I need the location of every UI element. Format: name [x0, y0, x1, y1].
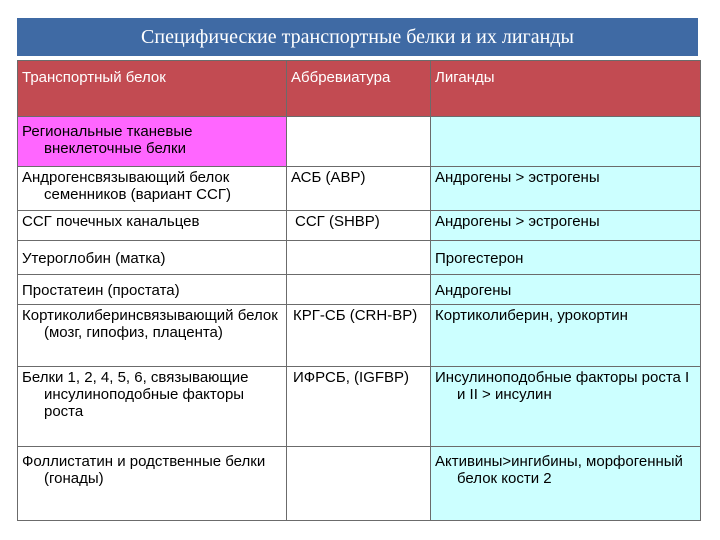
protein-cell: Белки 1, 2, 4, 5, 6, связывающие инсулиноподобные факторы роста: [18, 367, 287, 447]
protein-cell: Кортиколиберинсвязывающий белок (мозг, гипофиз, плацента): [18, 305, 287, 367]
abbr-cell: [287, 117, 431, 167]
ligands-cell: Андрогены > эстрогены: [431, 167, 701, 211]
table-header-row: [18, 61, 701, 117]
ligands-cell: Активины>ингибины, морфогенный белок кости 2: [431, 447, 701, 521]
abbr-cell: [287, 275, 431, 305]
protein-cell: Фоллистатин и родственные белки (гонады): [18, 447, 287, 521]
table-row: [18, 117, 701, 167]
abbr-cell: ССГ (SHBP): [287, 211, 431, 241]
table-row: [18, 305, 701, 367]
table-row: [18, 241, 701, 275]
ligands-cell: Прогестерон: [431, 241, 701, 275]
protein-cell: Простатеин (простата): [18, 275, 287, 305]
ligands-cell: Андрогены > эстрогены: [431, 211, 701, 241]
table-row: [18, 275, 701, 305]
protein-cell: Утероглобин (матка): [18, 241, 287, 275]
header-ligands: Лиганды: [431, 61, 701, 117]
protein-cell: Андрогенсвязывающий белок семенников (вариант ССГ): [18, 167, 287, 211]
abbr-cell: КРГ-СБ (CRH-BP): [287, 305, 431, 367]
table-row: [18, 447, 701, 521]
header-abbreviation: Аббревиатура: [287, 61, 431, 117]
abbr-cell: ИФРСБ, (IGFBP): [287, 367, 431, 447]
abbr-cell: [287, 241, 431, 275]
abbr-cell: [287, 447, 431, 521]
header-protein: Транспортный белок: [18, 61, 287, 117]
protein-cell: ССГ почечных канальцев: [18, 211, 287, 241]
table-row: [18, 167, 701, 211]
table-row: [18, 367, 701, 447]
table-row: [18, 211, 701, 241]
protein-cell: Региональные тканевые внеклеточные белки: [18, 117, 287, 167]
ligands-cell: Андрогены: [431, 275, 701, 305]
ligands-cell: [431, 117, 701, 167]
transport-proteins-table: [17, 60, 701, 521]
ligands-cell: Кортиколиберин, урокортин: [431, 305, 701, 367]
ligands-cell: Инсулиноподобные факторы роста I и II > инсулин: [431, 367, 701, 447]
abbr-cell: АСБ (ABP): [287, 167, 431, 211]
slide-title: Специфические транспортные белки и их лиганды: [17, 18, 698, 56]
